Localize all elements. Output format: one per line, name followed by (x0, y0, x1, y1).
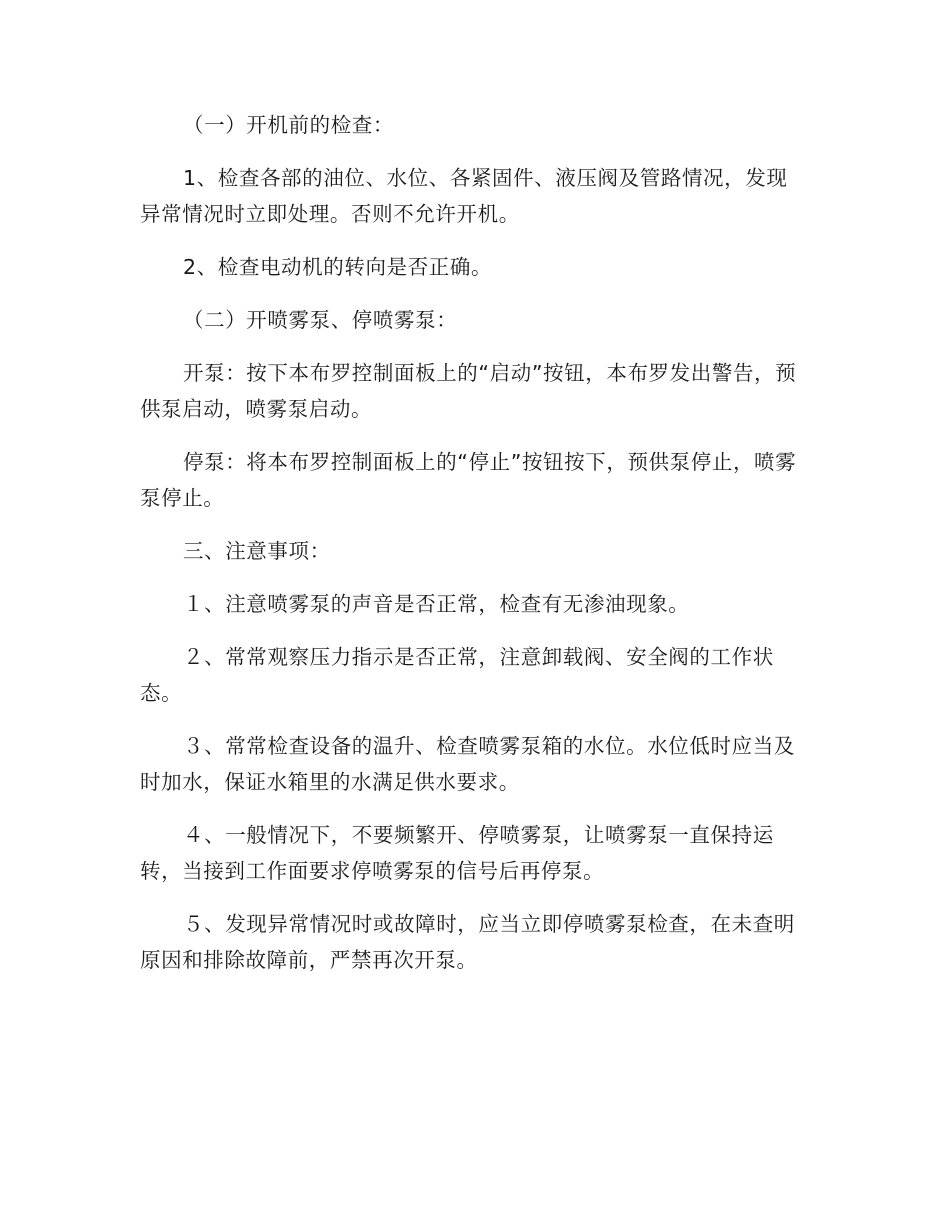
section-heading-pump-start-stop: （二）开喷雾泵、停喷雾泵： (183, 308, 458, 332)
section-heading-pre-start-check: （一）开机前的检查： (183, 113, 394, 137)
paragraph-precaution-4: ４、一般情况下，不要频繁开、停喷雾泵，让喷雾泵一直保持运转，当接到工作面要求停喷雾泵的信号后再停泵。 (140, 823, 774, 883)
paragraph-stop-pump: 停泵：将本布罗控制面板上的“停止”按钮按下，预供泵停止，喷雾泵停止。 (140, 450, 797, 510)
paragraph-precaution-5: ５、发现异常情况时或故障时，应当立即停喷雾泵检查，在未查明原因和排除故障前，严禁再次开泵。 (140, 912, 795, 972)
document-body (140, 107, 808, 995)
paragraph-check-levels: 1、检查各部的油位、水位、各紧固件、液压阀及管路情况，发现异常情况时立即处理。否则不允许开机。 (140, 166, 788, 226)
paragraph-check-motor-rotation: 2、检查电动机的转向是否正确。 (183, 255, 493, 279)
paragraph-precaution-1: １、注意喷雾泵的声音是否正常，检查有无渗油现象。 (183, 592, 690, 616)
paragraph-start-pump: 开泵：按下本布罗控制面板上的“启动”按钮，本布罗发出警告，预供泵启动，喷雾泵启动。 (140, 361, 797, 421)
section-heading-precautions: 三、注意事项： (183, 539, 331, 563)
paragraph-precaution-2: ２、常常观察压力指示是否正常，注意卸载阀、安全阀的工作状态。 (140, 645, 774, 705)
paragraph-precaution-3: ３、常常检查设备的温升、检查喷雾泵箱的水位。水位低时应当及时加水，保证水箱里的水满足供水要求。 (140, 734, 795, 794)
